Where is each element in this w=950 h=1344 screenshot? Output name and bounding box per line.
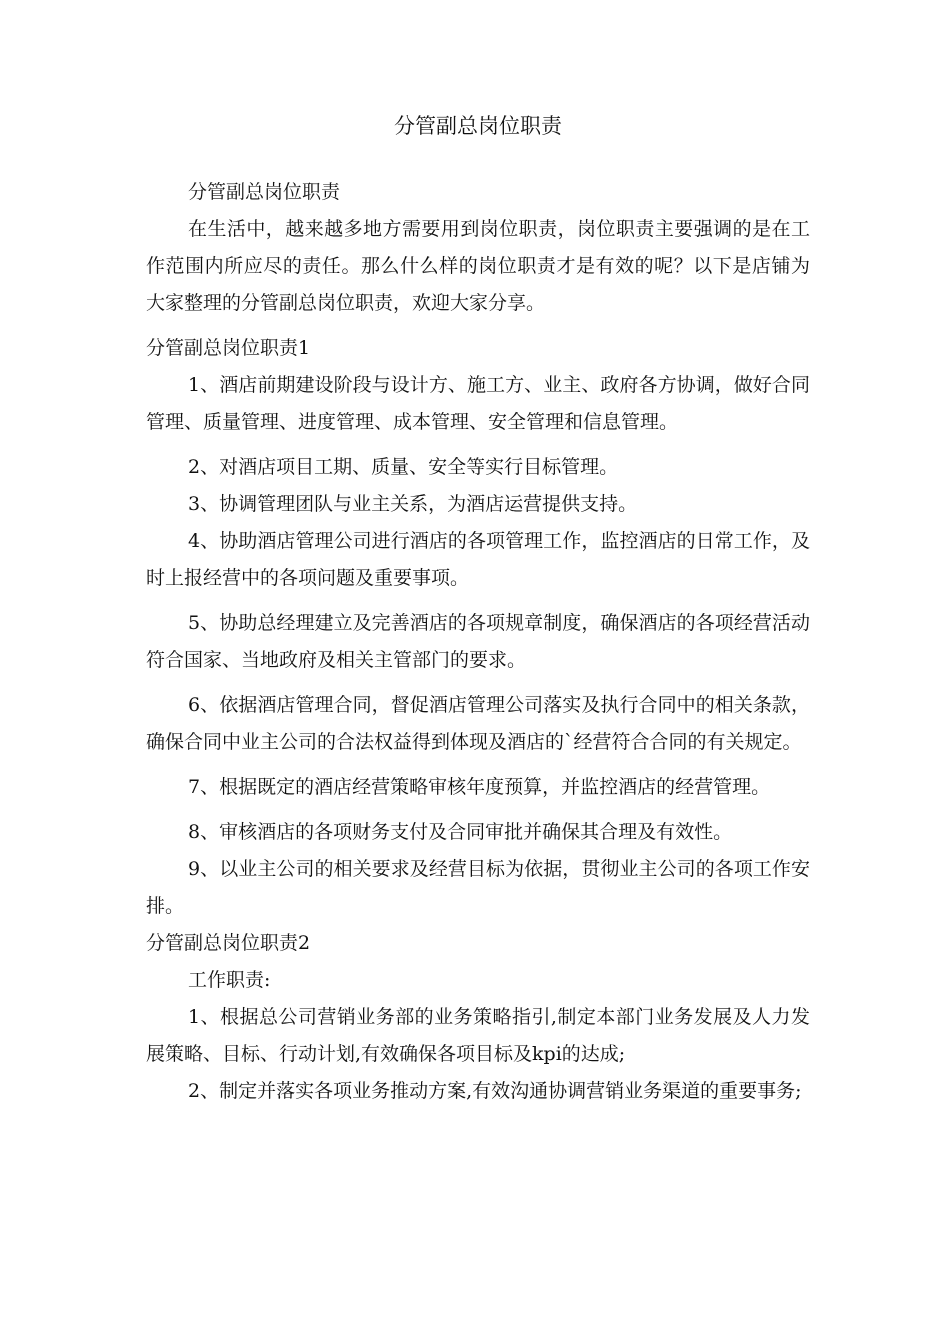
- section-1-item-3: 3、协调管理团队与业主关系，为酒店运营提供支持。: [188, 493, 638, 515]
- section-2-item-1: 1、根据总公司营销业务部的业务策略指引,制定本部门业务发展及人力发展策略、目标、行动计划,有效确保各项目标及kpi的达成;: [146, 1006, 810, 1065]
- intro-paragraph: 在生活中，越来越多地方需要用到岗位职责，岗位职责主要强调的是在工作范围内所应尽的责任。那么什么样的岗位职责才是有效的呢？以下是店铺为大家整理的分管副总岗位职责，欢迎大家分享。: [146, 218, 810, 314]
- section-1-item-8: 8、审核酒店的各项财务支付及合同审批并确保其合理及有效性。: [188, 821, 733, 843]
- section-2-item-2: 2、制定并落实各项业务推动方案,有效沟通协调营销业务渠道的重要事务;: [188, 1080, 802, 1102]
- document-subtitle: 分管副总岗位职责: [188, 181, 341, 203]
- section-1-item-1: 1、酒店前期建设阶段与设计方、施工方、业主、政府各方协调，做好合同管理、质量管理、进度管理、成本管理、安全管理和信息管理。: [146, 374, 810, 433]
- document-body: [146, 174, 810, 1110]
- section-1-item-4: 4、协助酒店管理公司进行酒店的各项管理工作，监控酒店的日常工作，及时上报经营中的各项问题及重要事项。: [146, 530, 810, 589]
- section-2-heading: 分管副总岗位职责2: [146, 932, 311, 954]
- section-1-item-6: 6、依据酒店管理合同，督促酒店管理公司落实及执行合同中的相关条款，确保合同中业主公司的合法权益得到体现及酒店的`经营符合合同的有关规定。: [146, 694, 810, 753]
- section-1-item-7: 7、根据既定的酒店经营策略审核年度预算，并监控酒店的经营管理。: [188, 776, 771, 798]
- section-1-item-9: 9、以业主公司的相关要求及经营目标为依据，贯彻业主公司的各项工作安排。: [146, 858, 810, 917]
- document-title: 分管副总岗位职责: [394, 114, 562, 138]
- section-1-item-2: 2、对酒店项目工期、质量、安全等实行目标管理。: [188, 456, 619, 478]
- section-1-item-5: 5、协助总经理建立及完善酒店的各项规章制度，确保酒店的各项经营活动符合国家、当地政府及相关主管部门的要求。: [146, 612, 810, 671]
- section-2-label: 工作职责:: [188, 969, 271, 991]
- section-1-heading: 分管副总岗位职责1: [146, 337, 311, 359]
